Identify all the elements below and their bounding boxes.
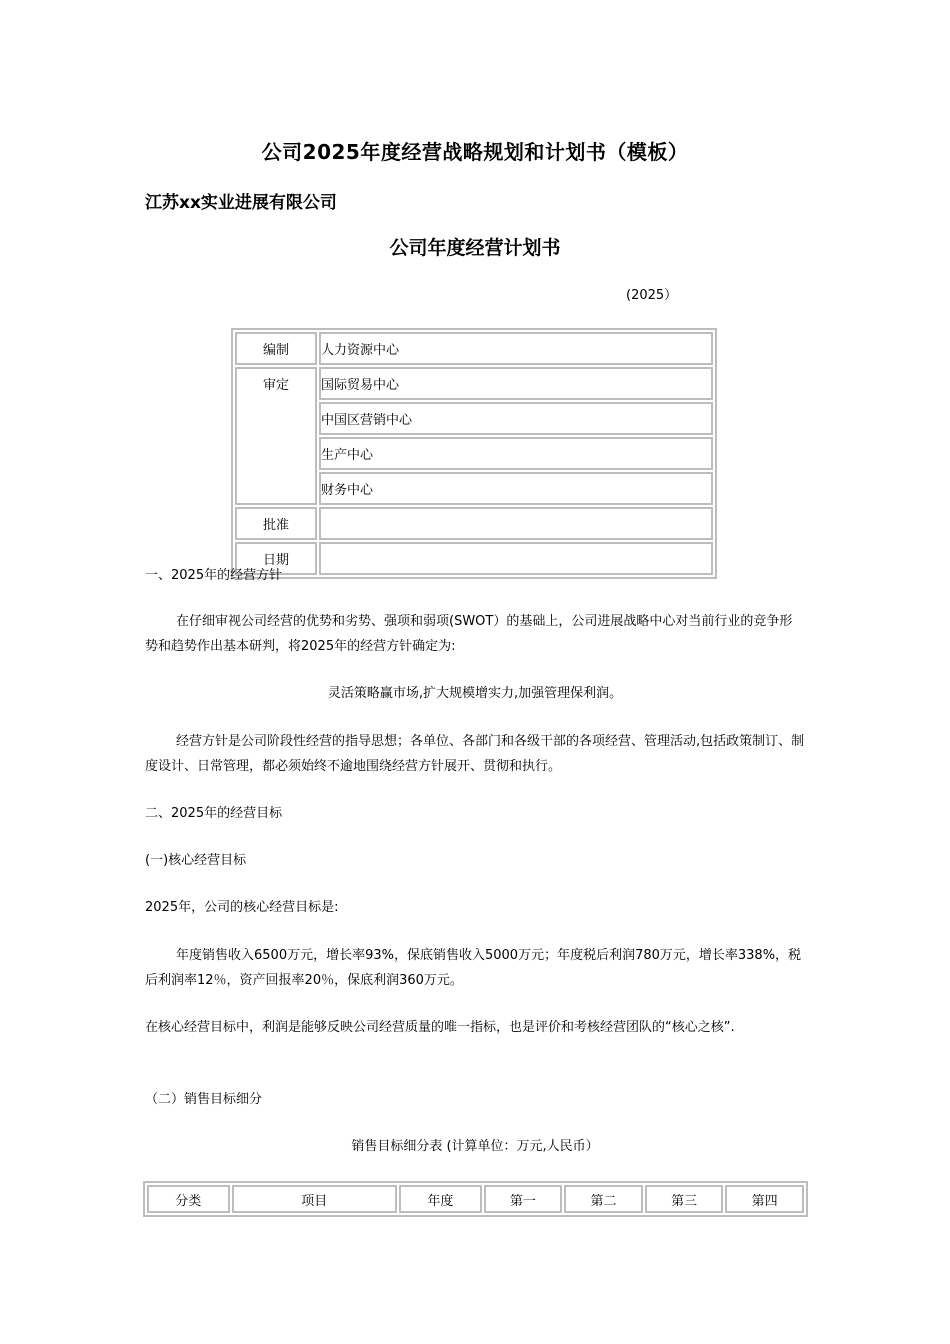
section1-heading: 一、2025年的经营方针 — [145, 568, 283, 583]
approval-row-review — [235, 367, 713, 400]
column-header: 项目 — [232, 1185, 398, 1213]
targets-paragraph: 年度销售收入6500万元，增长率93%，保底销售收入5000万元；年度税后利润780万元，增长率338%，税后利润率12％，资产回报率20％，保底利润360万元。 — [145, 948, 802, 988]
subsection-heading: （二）销售目标细分 — [145, 1092, 263, 1107]
approval-row-edit — [235, 332, 713, 365]
column-header: 第四 — [725, 1185, 804, 1213]
section1-paragraph: 经营方针是公司阶段性经营的指导思想；各单位、各部门和各级干部的各项经营、管理活动,包括政策制订、制度设计、日常管理，都必须始终不逾地围绕经营方针展开、贯彻和执行。 — [145, 734, 805, 774]
approve-value — [319, 507, 713, 540]
table-header-row — [147, 1185, 804, 1213]
edit-label: 编制 — [235, 332, 317, 365]
date-label: 日期 — [235, 542, 317, 575]
subsection-heading: (一)核心经营目标 — [145, 853, 247, 868]
plan-year: (2025） — [626, 288, 678, 303]
column-header: 年度 — [399, 1185, 482, 1213]
approve-label: 批准 — [235, 507, 317, 540]
column-header: 第三 — [645, 1185, 724, 1213]
operating-motto: 灵活策略赢市场,扩大规模增实力,加强管理保利润。 — [327, 686, 623, 701]
document-title: 公司2025年度经营战略规划和计划书（模板） — [261, 140, 689, 164]
column-header: 第二 — [564, 1185, 643, 1213]
plan-subtitle: 公司年度经营计划书 — [389, 237, 561, 259]
targets-intro: 2025年，公司的核心经营目标是: — [145, 900, 339, 915]
section1-paragraph: 在仔细审视公司经营的优势和劣势、强项和弱项(SWOT）的基础上，公司进展战略中心对当前行业的竞争形势和趋势作出基本研判，将2025年的经营方针确定为: — [145, 614, 793, 654]
review-value: 财务中心 — [319, 472, 713, 505]
review-value: 中国区营销中心 — [319, 402, 713, 435]
column-header: 第一 — [484, 1185, 563, 1213]
review-label: 审定 — [235, 367, 317, 505]
sales-target-table — [143, 1181, 808, 1217]
approval-row-approve — [235, 507, 713, 540]
section2-heading: 二、2025年的经营目标 — [145, 806, 283, 821]
approval-table — [231, 328, 717, 579]
table-caption: 销售目标细分表 (计算单位：万元,人民币） — [351, 1139, 599, 1154]
company-name: 江苏xx实业进展有限公司 — [145, 193, 337, 213]
edit-value: 人力资源中心 — [319, 332, 713, 365]
core-target-paragraph: 在核心经营目标中，利润是能够反映公司经营质量的唯一指标，也是评价和考核经营团队的“核心之核”. — [145, 1020, 735, 1035]
review-value: 国际贸易中心 — [319, 367, 713, 400]
review-value: 生产中心 — [319, 437, 713, 470]
column-header: 分类 — [147, 1185, 230, 1213]
